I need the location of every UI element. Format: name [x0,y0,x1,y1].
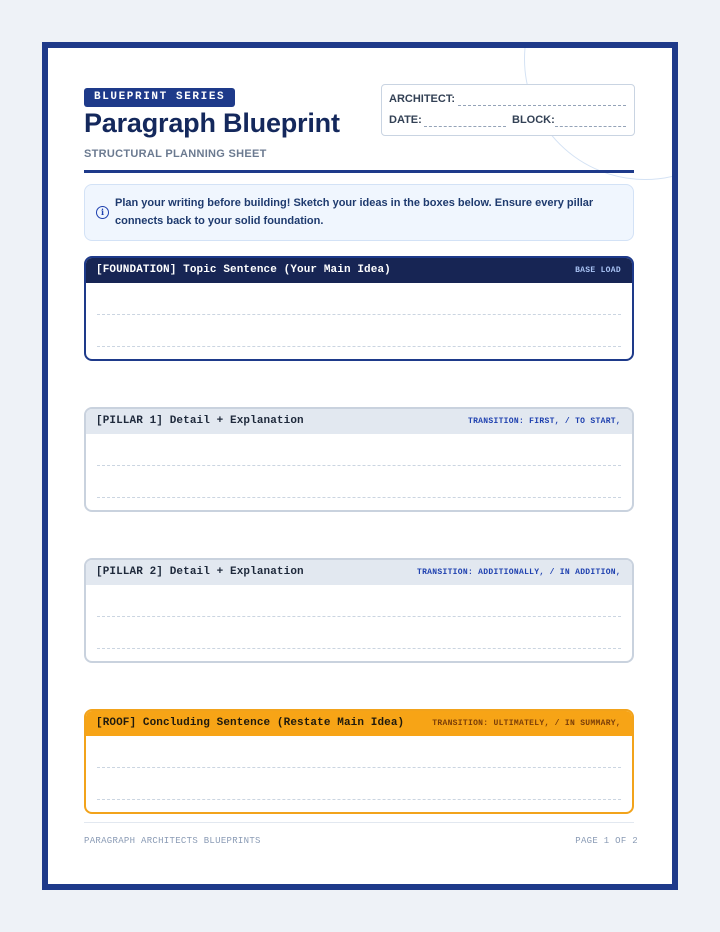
block-field[interactable] [555,126,626,127]
footer-divider [84,822,634,823]
writing-line[interactable] [97,648,621,649]
foundation-title: [FOUNDATION] Topic Sentence (Your Main Idea) [96,264,391,276]
footer-brand: PARAGRAPH ARCHITECTS BLUEPRINTS [84,836,261,846]
info-icon: i [96,206,109,219]
pillar-1-section [84,407,634,512]
roof-section [84,709,634,814]
series-badge: BLUEPRINT SERIES [84,88,235,107]
pillar-2-header [86,560,632,585]
writing-line[interactable] [97,314,621,315]
architect-field[interactable] [458,105,626,106]
instructions-box [84,184,634,241]
worksheet-page [42,42,678,890]
pillar-1-title: [PILLAR 1] Detail + Explanation [96,415,304,427]
pillar-1-header [86,409,632,434]
writing-line[interactable] [97,799,621,800]
foundation-header [86,258,632,283]
student-info-box [381,84,635,136]
writing-line[interactable] [97,465,621,466]
date-field[interactable] [424,126,506,127]
writing-line[interactable] [97,497,621,498]
date-label: DATE: [389,114,422,126]
writing-line[interactable] [97,767,621,768]
header-divider [84,170,634,173]
writing-line[interactable] [97,346,621,347]
pillar-2-section [84,558,634,663]
foundation-section [84,256,634,361]
page-title: Paragraph Blueprint [84,108,340,138]
page-number: PAGE 1 OF 2 [575,836,638,846]
instructions-text: Plan your writing before building! Sketch your ideas in the boxes below. Ensure every pillar connects back to your solid foundation. [115,197,594,227]
roof-title: [ROOF] Concluding Sentence (Restate Main Idea) [96,717,405,729]
roof-transition: TRANSITION: ULTIMATELY, / IN SUMMARY, [432,719,621,728]
writing-line[interactable] [97,616,621,617]
page-subtitle: STRUCTURAL PLANNING SHEET [84,148,267,160]
pillar-1-transition: TRANSITION: FIRST, / TO START, [467,417,621,426]
block-label: BLOCK: [512,114,555,126]
pillar-2-transition: TRANSITION: ADDITIONALLY, / IN ADDITION, [416,568,621,577]
foundation-tag: BASE LOAD [575,266,621,275]
roof-header [86,711,632,736]
pillar-2-title: [PILLAR 2] Detail + Explanation [96,566,304,578]
architect-label: ARCHITECT: [389,93,455,105]
